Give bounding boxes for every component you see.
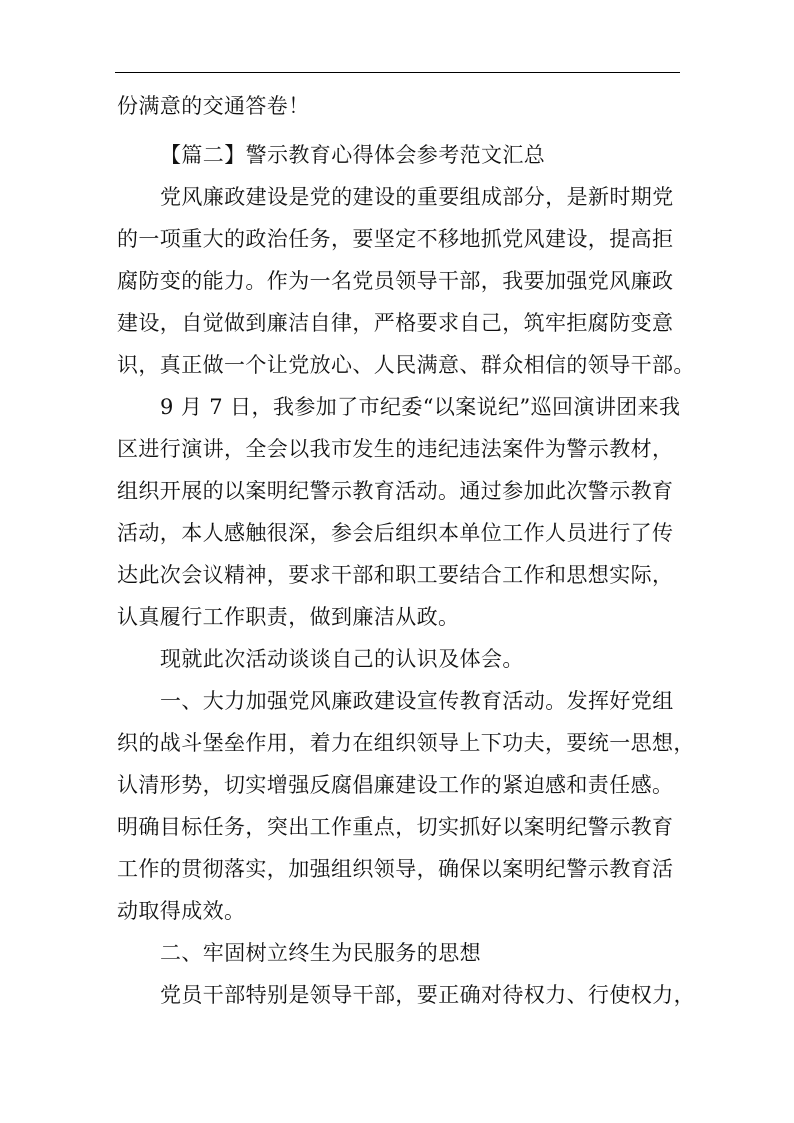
paragraph-line: 区进行演讲，全会以我市发生的违纪违法案件为警示教材， — [117, 437, 674, 461]
paragraph-line: 党员干部特别是领导干部，要正确对待权力、行使权力， — [160, 983, 695, 1007]
header-rule — [115, 72, 680, 73]
text-line-continuation: 份满意的交通答卷！ — [117, 94, 310, 118]
paragraph-line: 明确目标任务，突出工作重点，切实抓好以案明纪警示教育 — [117, 815, 674, 839]
paragraph-line: 党风廉政建设是党的建设的重要组成部分，是新时期党 — [160, 185, 674, 209]
paragraph-line: 织的战斗堡垒作用，着力在组织领导上下功夫，要统一思想， — [117, 731, 695, 755]
paragraph-line: 识，真正做一个让党放心、人民满意、群众相信的领导干部。 — [117, 353, 695, 377]
paragraph-line: 活动，本人感触很深，参会后组织本单位工作人员进行了传 — [117, 521, 674, 545]
paragraph-line: 建设，自觉做到廉洁自律，严格要求自己，筑牢拒腐防变意 — [117, 311, 674, 335]
paragraph-line: 一、大力加强党风廉政建设宣传教育活动。发挥好党组 — [160, 689, 674, 713]
paragraph-line: 现就此次活动谈谈自己的认识及体会。 — [160, 647, 524, 671]
paragraph-line: 组织开展的以案明纪警示教育活动。通过参加此次警示教育 — [117, 479, 674, 503]
paragraph-line: 认清形势，切实增强反腐倡廉建设工作的紧迫感和责任感。 — [117, 773, 674, 797]
paragraph-line: 的一项重大的政治任务，要坚定不移地抓党风建设，提高拒 — [117, 227, 674, 251]
section-heading: 二、牢固树立终生为民服务的思想 — [160, 941, 481, 965]
section-heading: 【篇二】警示教育心得体会参考范文汇总 — [160, 143, 546, 167]
paragraph-line: 腐防变的能力。作为一名党员领导干部，我要加强党风廉政 — [117, 269, 674, 293]
paragraph-line: 达此次会议精神，要求干部和职工要结合工作和思想实际， — [117, 563, 674, 587]
paragraph-line: 工作的贯彻落实，加强组织领导，确保以案明纪警示教育活 — [117, 857, 674, 881]
paragraph-line: 认真履行工作职责，做到廉洁从政。 — [117, 605, 460, 629]
paragraph-line: 9 月 7 日，我参加了市纪委“以案说纪”巡回演讲团来我 — [160, 395, 681, 419]
paragraph-line: 动取得成效。 — [117, 899, 246, 923]
